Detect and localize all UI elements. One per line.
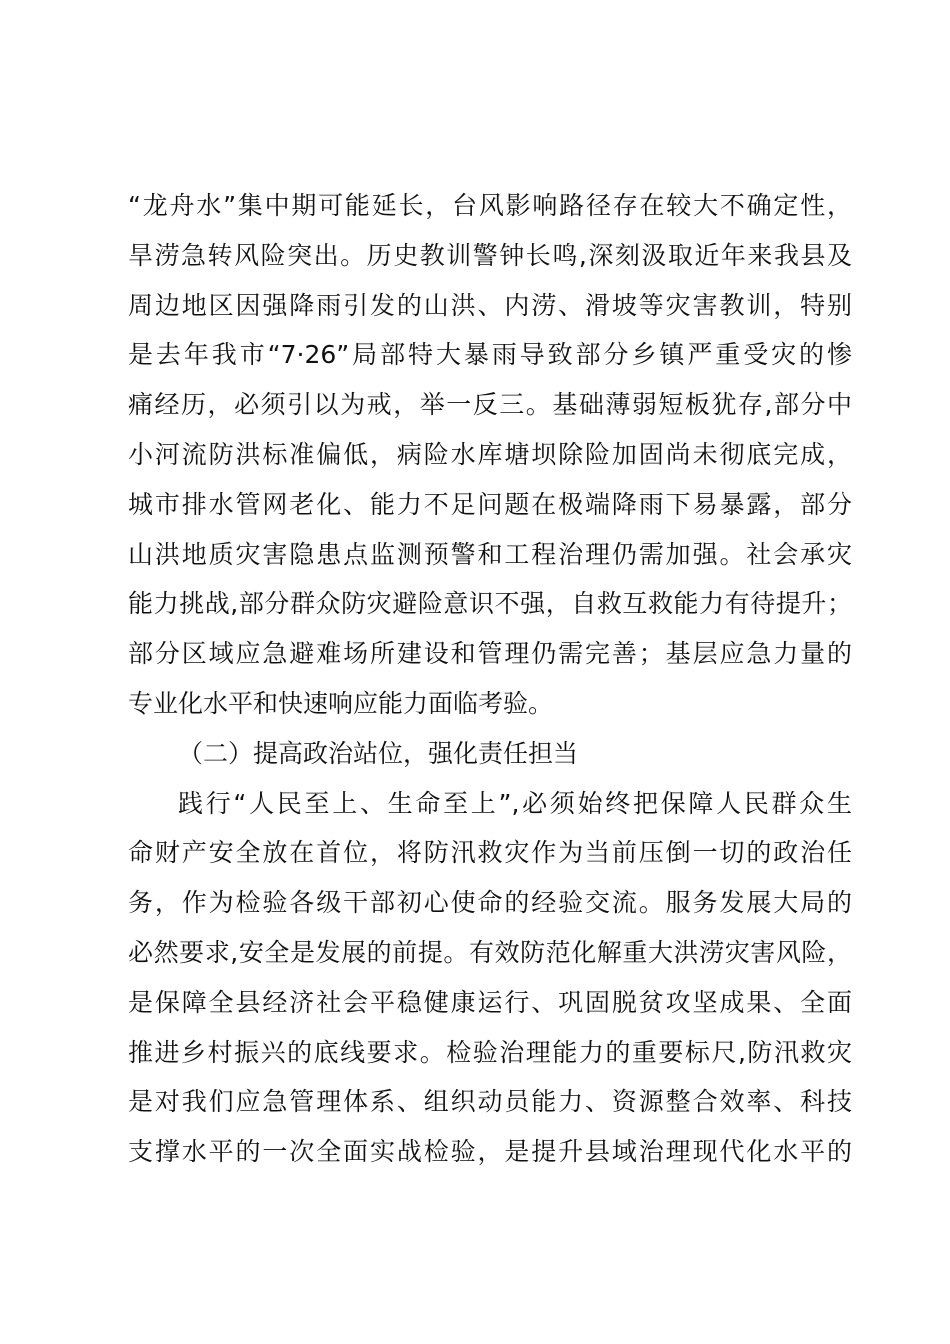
text-line: 命财产安全放在首位，将防汛救灾作为当前压倒一切的政治任 xyxy=(128,838,852,868)
text-line: 支撑水平的一次全面实战检验，是提升县域治理现代化水平的 xyxy=(128,1137,852,1167)
text-line: 推进乡村振兴的底线要求。检验治理能力的重要标尺,防汛救灾 xyxy=(128,1037,852,1067)
text-line: 周边地区因强降雨引发的山洪、内涝、滑坡等灾害教训，特别 xyxy=(128,290,852,320)
text-line: 山洪地质灾害隐患点监测预警和工程治理仍需加强。社会承灾 xyxy=(128,539,852,569)
text-line: 专业化水平和快速响应能力面临考验。 xyxy=(128,688,554,718)
text-line: 痛经历，必须引以为戒，举一反三。基础薄弱短板犹存,部分中 xyxy=(128,390,852,420)
text-line: 小河流防洪标准偏低，病险水库塘坝除险加固尚未彻底完成， xyxy=(128,439,852,469)
text-line: 城市排水管网老化、能力不足问题在极端降雨下易暴露，部分 xyxy=(128,489,852,519)
text-line: 是对我们应急管理体系、组织动员能力、资源整合效率、科技 xyxy=(128,1087,852,1117)
text-line: 务，作为检验各级干部初心使命的经验交流。服务发展大局的 xyxy=(128,888,852,918)
text-line: 是去年我市“7·26”局部特大暴雨导致部分乡镇严重受灾的惨 xyxy=(128,340,852,370)
text-line: 旱涝急转风险突出。历史教训警钟长鸣,深刻汲取近年来我县及 xyxy=(128,240,852,270)
text-line: 是保障全县经济社会平稳健康运行、巩固脱贫攻坚成果、全面 xyxy=(128,987,852,1017)
text-line: 能力挑战,部分群众防灾避险意识不强，自救互救能力有待提升； xyxy=(128,589,852,619)
text-line: 践行“人民至上、生命至上”,必须始终把保障人民群众生 xyxy=(178,788,852,818)
text-line: 必然要求,安全是发展的前提。有效防范化解重大洪涝灾害风险， xyxy=(128,937,852,967)
section-heading: （二）提高政治站位，强化责任担当 xyxy=(178,738,579,768)
text-line: 部分区域应急避难场所建设和管理仍需完善；基层应急力量的 xyxy=(128,639,852,669)
text-line: “龙舟水”集中期可能延长，台风影响路径存在较大不确定性， xyxy=(128,191,852,220)
document-body xyxy=(128,181,852,1177)
